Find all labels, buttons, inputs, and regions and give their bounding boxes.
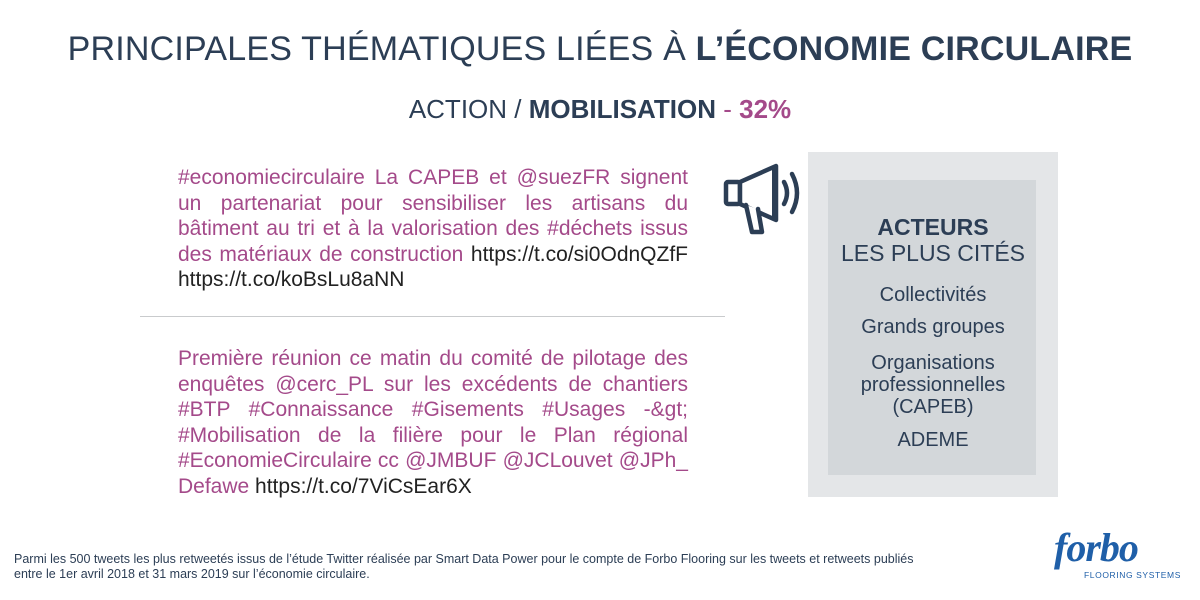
tweet-2-links[interactable]: https://t.co/7ViCsEar6X	[255, 474, 472, 498]
tweet-1-text: #economiecirculaire La CAPEB et @suezFR signent un partenariat pour sensibiliser les artisans du bâtiment au tri et à la valorisation des #déchets issus des matériaux de construction	[178, 166, 688, 266]
subtitle-regular: ACTION /	[408, 94, 522, 124]
title-bold: L’ÉCONOMIE CIRCULAIRE	[695, 30, 1133, 68]
actor-item: ADEME	[897, 429, 969, 451]
subtitle-bold: MOBILISATION	[528, 94, 716, 124]
divider	[140, 316, 725, 317]
footnote: Parmi les 500 tweets les plus retweetés issus de l’étude Twitter réalisée par Smart Data Power pour le compte de Forbo Flooring sur les tweets et retweets publiés entre le 1er avril 2018 et 31 mars 2019 sur l’économie circulaire.	[14, 552, 914, 581]
tweet-2	[178, 346, 688, 499]
subtitle-percentage: 32%	[739, 94, 792, 124]
forbo-logo	[1054, 524, 1184, 588]
actor-item: Grands groupes	[861, 316, 1005, 338]
tweet-1-links[interactable]: https://t.co/si0OdnQZfF https://t.co/koBsLu8aNN	[178, 242, 688, 291]
title-regular: PRINCIPALES THÉMATIQUES LIÉES À	[67, 30, 686, 68]
subtitle	[0, 94, 1200, 125]
actor-item: Collectivités	[879, 284, 987, 306]
actor-item: Organisations professionnelles (CAPEB)	[860, 352, 1006, 418]
panel-subheading: LES PLUS CITÉS	[840, 240, 1026, 266]
logo-tagline: FLOORING SYSTEMS	[1084, 570, 1181, 580]
subtitle-dash: -	[723, 94, 732, 124]
logo-wordmark: forbo	[1054, 525, 1138, 570]
panel-heading: ACTEURS	[877, 214, 989, 240]
tweet-2-text: Première réunion ce matin du comité de pilotage des enquêtes @cerc_PL sur les excédents de chantiers #BTP #Connaissance #Gisements #Usages -&gt; #Mobilisation de la filière pour le Plan régional #EconomieCirculaire cc @JMBUF @JCLouvet @JPh_ Defawe	[178, 347, 688, 498]
tweet-1	[178, 165, 688, 293]
page-title	[0, 30, 1200, 69]
